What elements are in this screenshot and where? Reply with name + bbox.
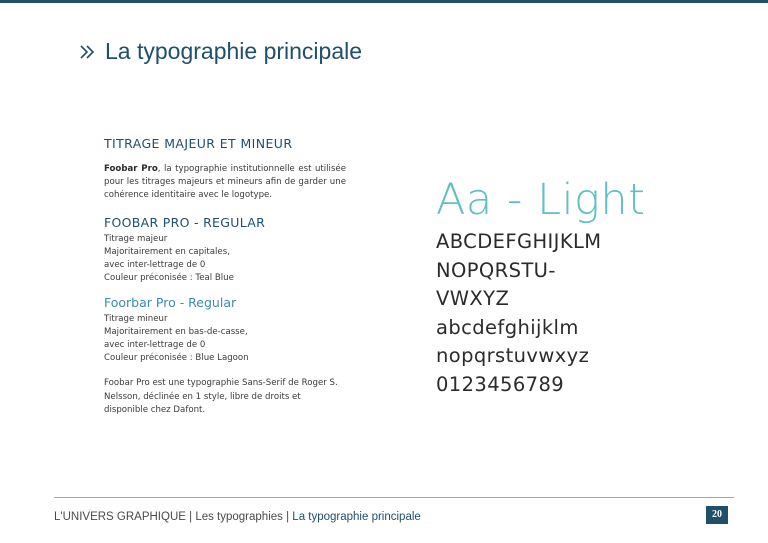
lagoon-line: Majoritairement en bas-de-casse, (104, 327, 248, 337)
specimen-line: nopqrstuvwxyz (436, 344, 590, 367)
intro-rest: , la typographie institutionnelle est utilisée pour les titrages majeurs et mineurs afin de garder une cohérence identitaire avec le logotype. (104, 164, 346, 200)
specimen-line: 0123456789 (436, 372, 565, 396)
footer-subsection: Les typographies (195, 511, 283, 523)
regular-line: avec inter-lettrage de 0 (104, 260, 206, 270)
specimen-line: NOPQRSTU- (436, 258, 556, 282)
footer-breadcrumb (54, 511, 421, 523)
intro-bold: Foobar Pro (104, 164, 158, 174)
footer-separator: | (282, 511, 293, 523)
page-title: La typographie principale (105, 38, 363, 64)
footer-current: La typographie principale (292, 511, 421, 523)
footer-separator: | (185, 511, 196, 523)
specimen-line: ABCDEFGHIJKLM (436, 230, 602, 253)
top-accent-bar (0, 0, 768, 3)
intro-paragraph (104, 163, 346, 202)
double-chevron-right-icon (78, 43, 96, 61)
page-number: 20 (706, 506, 728, 524)
regular-line: Titrage majeur (104, 234, 168, 244)
title-row (78, 38, 362, 65)
regular-line: Majoritairement en capitales, (104, 247, 230, 257)
heading-regular: FOOBAR PRO - REGULAR (104, 215, 266, 230)
left-column (104, 136, 346, 418)
lagoon-line: avec inter-lettrage de 0 (104, 340, 206, 350)
heading-lagoon: Foorbar Pro - Regular (104, 295, 237, 310)
closing-paragraph: Foobar Pro est une typographie Sans-Serif de Roger S. Nelsson, déclinée en 1 style, libre de droits et disponible chez Dafont. (104, 378, 338, 415)
specimen-line: VWXYZ (436, 287, 510, 310)
type-specimen (436, 172, 645, 399)
specimen-title: Aa - Light (436, 175, 646, 225)
regular-line: Couleur préconisée : Teal Blue (104, 273, 234, 283)
footer-section: L'UNIVERS GRAPHIQUE (54, 511, 186, 523)
heading-major: TITRAGE MAJEUR ET MINEUR (104, 136, 293, 151)
lagoon-line: Titrage mineur (104, 314, 168, 324)
lagoon-line: Couleur préconisée : Blue Lagoon (104, 353, 249, 363)
footer-divider (54, 497, 734, 498)
specimen-line: abcdefghijklm (436, 315, 579, 339)
